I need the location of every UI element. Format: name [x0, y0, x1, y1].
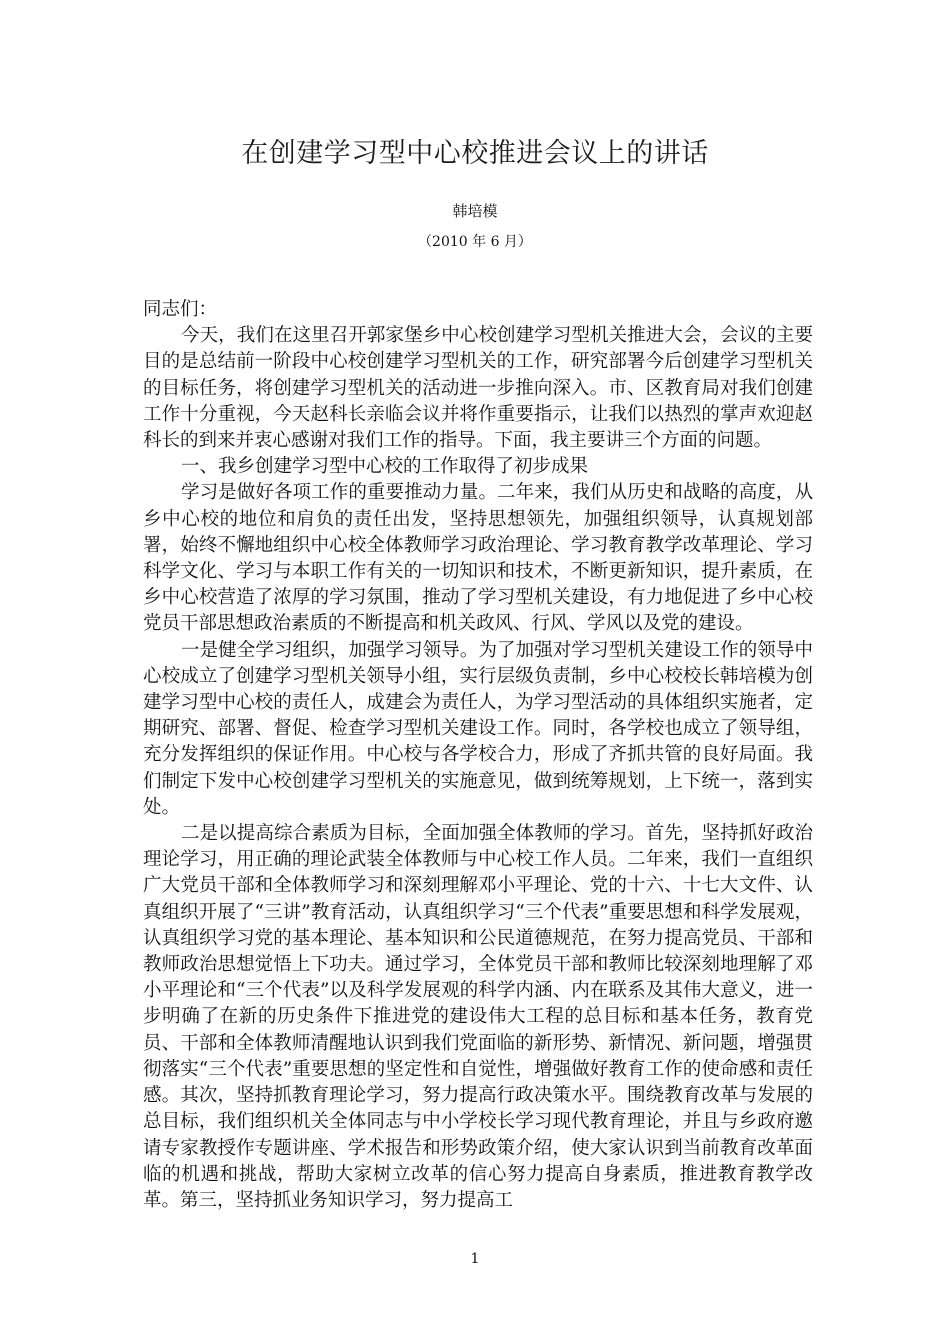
paragraph-opening: 今天，我们在这里召开郭家堡乡中心校创建学习型机关推进大会，会议的主要目的是总结前一阶段中心校创建学习型机关的工作，研究部署今后创建学习型机关的目标任务，将创建学习型机关的活动进一步推向深入。市、区教育局对我们创建工作十分重视，今天赵科长亲临会议并将作重要指示，让我们以热烈的掌声欢迎赵科长的到来并衷心感谢对我们工作的指导。下面，我主要讲三个方面的问题。	[143, 325, 813, 452]
speech-date: （2010 年 6 月）	[418, 234, 532, 250]
page-number: 1	[470, 1251, 480, 1267]
paragraph-point-two: 二是以提高综合素质为目标，全面加强全体教师的学习。首先，坚持抓好政治理论学习，用正确的理论武装全体教师与中心校工作人员。二年来，我们一直组织广大党员干部和全体教师学习和深刻理解邓小平理论、党的十六、十七大文件、认真组织开展了“三讲”教育活动，认真组织学习“三个代表”重要思想和科学发展观，认真组织学习党的基本理论、基本知识和公民道德规范，在努力提高党员、干部和教师政治思想觉悟上下功夫。通过学习，全体党员干部和教师比较深刻地理解了邓小平理论和“三个代表”以及科学发展观的科学内涵、内在联系及其伟大意义，进一步明确了在新的历史条件下推进党的建设伟大工程的总目标和基本任务，教育党员、干部和全体教师清醒地认识到我们党面临的新形势、新情况、新问题，增强贯彻落实“三个代表”重要思想的坚定性和自觉性，增强做好教育工作的使命感和责任感。其次，坚持抓教育理论学习，努力提高行政决策水平。围绕教育改革与发展的总目标，我们组织机关全体同志与中小学校长学习现代教育理论，并且与乡政府邀请专家教授作专题讲座、学术报告和形势政策介绍，使大家认识到当前教育改革面临的机遇和挑战，帮助大家树立改革的信心努力提高自身素质，推进教育教学改革。第三，坚持抓业务知识学习，努力提高工	[143, 823, 813, 1211]
paragraph-learning-overview: 学习是做好各项工作的重要推动力量。二年来，我们从历史和战略的高度，从乡中心校的地位和肩负的责任出发，坚持思想领先，加强组织领导，认真规划部署，始终不懈地组织中心校全体教师学习政治理论、学习教育教学改革理论、学习科学文化、学习与本职工作有关的一切知识和技术，不断更新知识，提升素质，在乡中心校营造了浓厚的学习氛围，推动了学习型机关建设，有力地促进了乡中心校党员干部思想政治素质的不断提高和机关政风、行风、学风以及党的建设。	[143, 482, 813, 635]
document-title: 在创建学习型中心校推进会议上的讲话	[241, 138, 709, 169]
salutation: 同志们：	[143, 299, 218, 320]
author-name: 韩培模	[452, 202, 498, 220]
document-body	[143, 297, 813, 1214]
paragraph-point-one: 一是健全学习组织，加强学习领导。为了加强对学习型机关建设工作的领导中心校成立了创建学习型机关领导小组，实行层级负责制，乡中心校校长韩培模为创建学习型中心校的责任人，成建会为责任人，为学习型活动的具体组织实施者，定期研究、部署、督促、检查学习型机关建设工作。同时，各学校也成立了领导组，充分发挥组织的保证作用。中心校与各学校合力，形成了齐抓共管的良好局面。我们制定下发中心校创建学习型机关的实施意见，做到统筹规划，上下统一，落到实处。	[143, 639, 813, 818]
section-heading-1: 一、我乡创建学习型中心校的工作取得了初步成果	[181, 456, 589, 478]
